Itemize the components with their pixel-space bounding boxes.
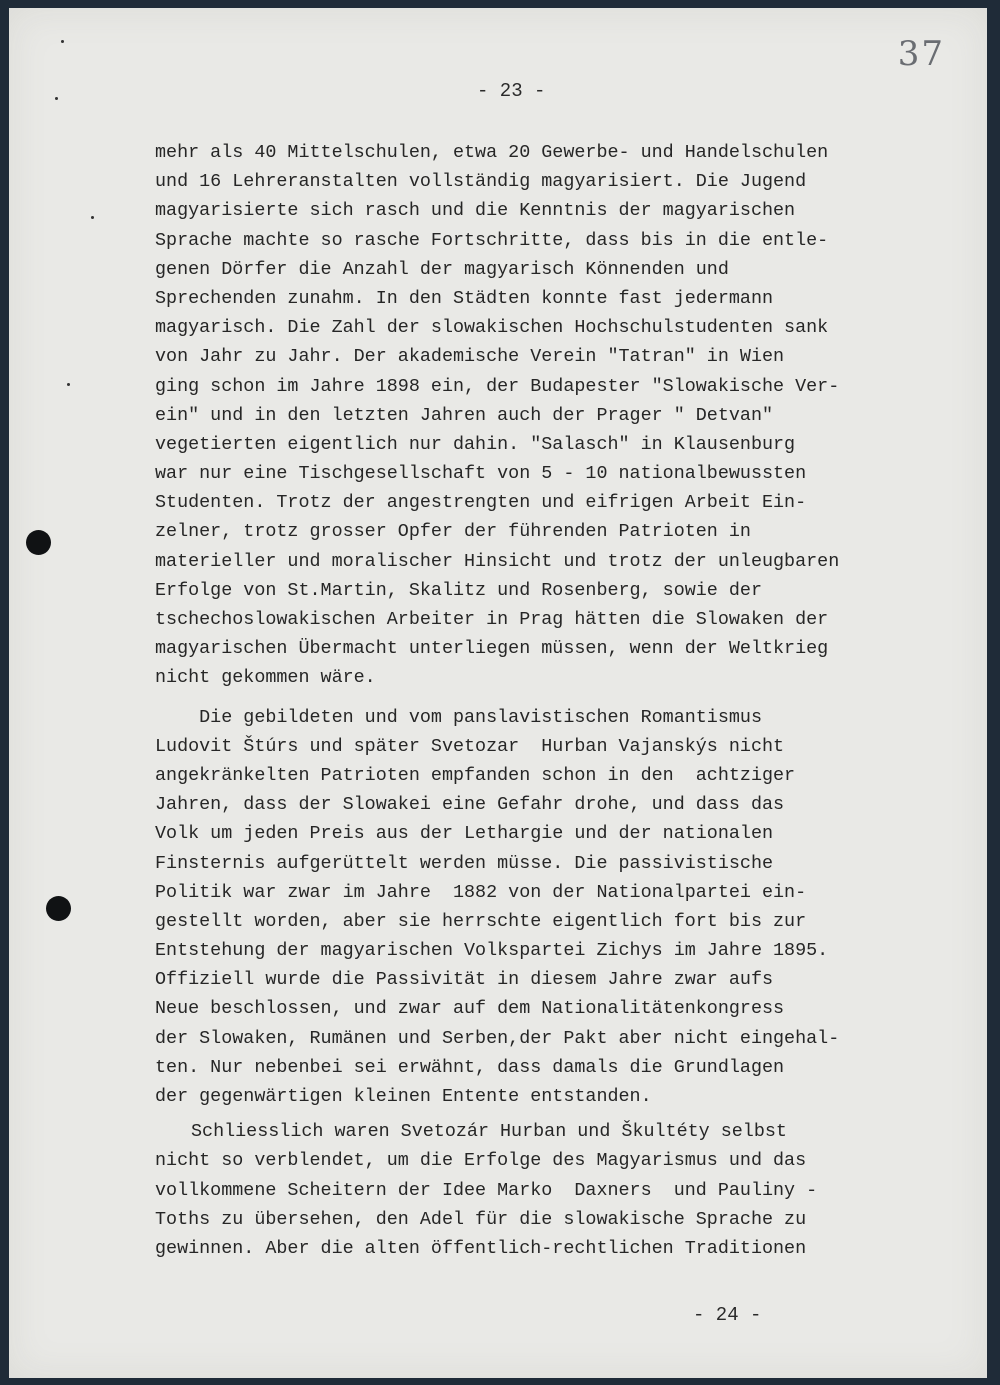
text-line: Schliesslich waren Svetozár Hurban und Škultéty selbst xyxy=(191,1121,787,1143)
text-line: Neue beschlossen, und zwar auf dem Nationalitätenkongress xyxy=(155,998,785,1020)
page-number: - 23 - xyxy=(477,80,546,102)
text-line: war nur eine Tischgesellschaft von 5 - 10 nationalbewussten xyxy=(155,463,807,485)
text-line: Volk um jeden Preis aus der Lethargie und der nationalen xyxy=(155,823,774,845)
document-page xyxy=(9,8,987,1378)
ink-speck xyxy=(61,40,64,43)
text-line: magyarischen Übermacht unterliegen müssen, wenn der Weltkrieg xyxy=(155,638,829,660)
text-line: vegetierten eigentlich nur dahin. "Salasch" in Klausenburg xyxy=(155,433,796,455)
punch-hole-lower xyxy=(46,896,71,921)
text-line: magyarisch. Die Zahl der slowakischen Hochschulstudenten sank xyxy=(155,317,829,339)
text-line: Sprache machte so rasche Fortschritte, dass bis in die entle- xyxy=(155,229,829,251)
text-line: ging schon im Jahre 1898 ein, der Budapester "Slowakische Ver- xyxy=(155,375,840,397)
paragraph-1 xyxy=(155,138,915,693)
folio-number: 37 xyxy=(897,34,945,74)
text-line: der Slowaken, Rumänen und Serben,der Pakt aber nicht eingehal- xyxy=(155,1027,840,1049)
text-line: Erfolge von St.Martin, Skalitz und Rosenberg, sowie der xyxy=(155,579,762,601)
document-body xyxy=(155,138,915,1263)
text-line: vollkommene Scheitern der Idee Marko Daxners und Pauliny - xyxy=(155,1179,818,1201)
text-line: von Jahr zu Jahr. Der akademische Verein "Tatran" in Wien xyxy=(155,346,785,368)
text-line: angekränkelten Patrioten empfanden schon in den achtziger xyxy=(155,764,796,786)
text-line: Entstehung der magyarischen Volkspartei Zichys im Jahre 1895. xyxy=(155,940,829,962)
text-line: Studenten. Trotz der angestrengten und eifrigen Arbeit Ein- xyxy=(155,492,807,514)
text-line: und 16 Lehreranstalten vollständig magyarisiert. Die Jugend xyxy=(155,171,807,193)
text-line: ein" und in den letzten Jahren auch der Prager " Detvan" xyxy=(155,404,774,426)
text-line: nicht gekommen wäre. xyxy=(155,667,376,689)
text-line: materieller und moralischer Hinsicht und trotz der unleugbaren xyxy=(155,550,840,572)
ink-speck xyxy=(91,216,94,219)
text-line: zelner, trotz grosser Opfer der führenden Patrioten in xyxy=(155,521,751,543)
text-line: Jahren, dass der Slowakei eine Gefahr drohe, und dass das xyxy=(155,794,785,816)
text-line: gestellt worden, aber sie herrschte eigentlich fort bis zur xyxy=(155,910,807,932)
paragraph-3 xyxy=(155,1117,915,1263)
text-line: genen Dörfer die Anzahl der magyarisch Könnenden und xyxy=(155,258,729,280)
text-line: der gegenwärtigen kleinen Entente entstanden. xyxy=(155,1086,652,1107)
text-line: nicht so verblendet, um die Erfolge des Magyarismus und das xyxy=(155,1150,807,1172)
text-line: Sprechenden zunahm. In den Städten konnte fast jedermann xyxy=(155,287,774,309)
text-line: mehr als 40 Mittelschulen, etwa 20 Gewerbe- und Handelschulen xyxy=(155,142,829,163)
paragraph-2 xyxy=(155,703,915,1112)
punch-hole-upper xyxy=(26,530,51,555)
text-line: tschechoslowakischen Arbeiter in Prag hätten die Slowaken der xyxy=(155,609,829,630)
text-line: Finsternis aufgerüttelt werden müsse. Die passivistische xyxy=(155,852,774,874)
text-line: Ludovit Štúrs und später Svetozar Hurban Vajanskýs nicht xyxy=(155,735,785,757)
paragraph-gap xyxy=(155,693,915,703)
text-line: gewinnen. Aber die alten öffentlich-rechtlichen Traditionen xyxy=(155,1237,807,1259)
ink-speck xyxy=(67,383,70,386)
text-line: Politik war zwar im Jahre 1882 von der Nationalpartei ein- xyxy=(155,881,807,903)
text-line: ten. Nur nebenbei sei erwähnt, dass damals die Grundlagen xyxy=(155,1056,785,1078)
next-page-marker: - 24 - xyxy=(693,1304,762,1326)
text-line: Toths zu übersehen, den Adel für die slowakische Sprache zu xyxy=(155,1208,807,1230)
text-line: Die gebildeten und vom panslavistischen Romantismus xyxy=(155,706,762,728)
text-line: magyarisierte sich rasch und die Kenntnis der magyarischen xyxy=(155,200,796,222)
ink-speck xyxy=(55,97,58,100)
text-line: Offiziell wurde die Passivität in diesem Jahre zwar aufs xyxy=(155,969,774,991)
